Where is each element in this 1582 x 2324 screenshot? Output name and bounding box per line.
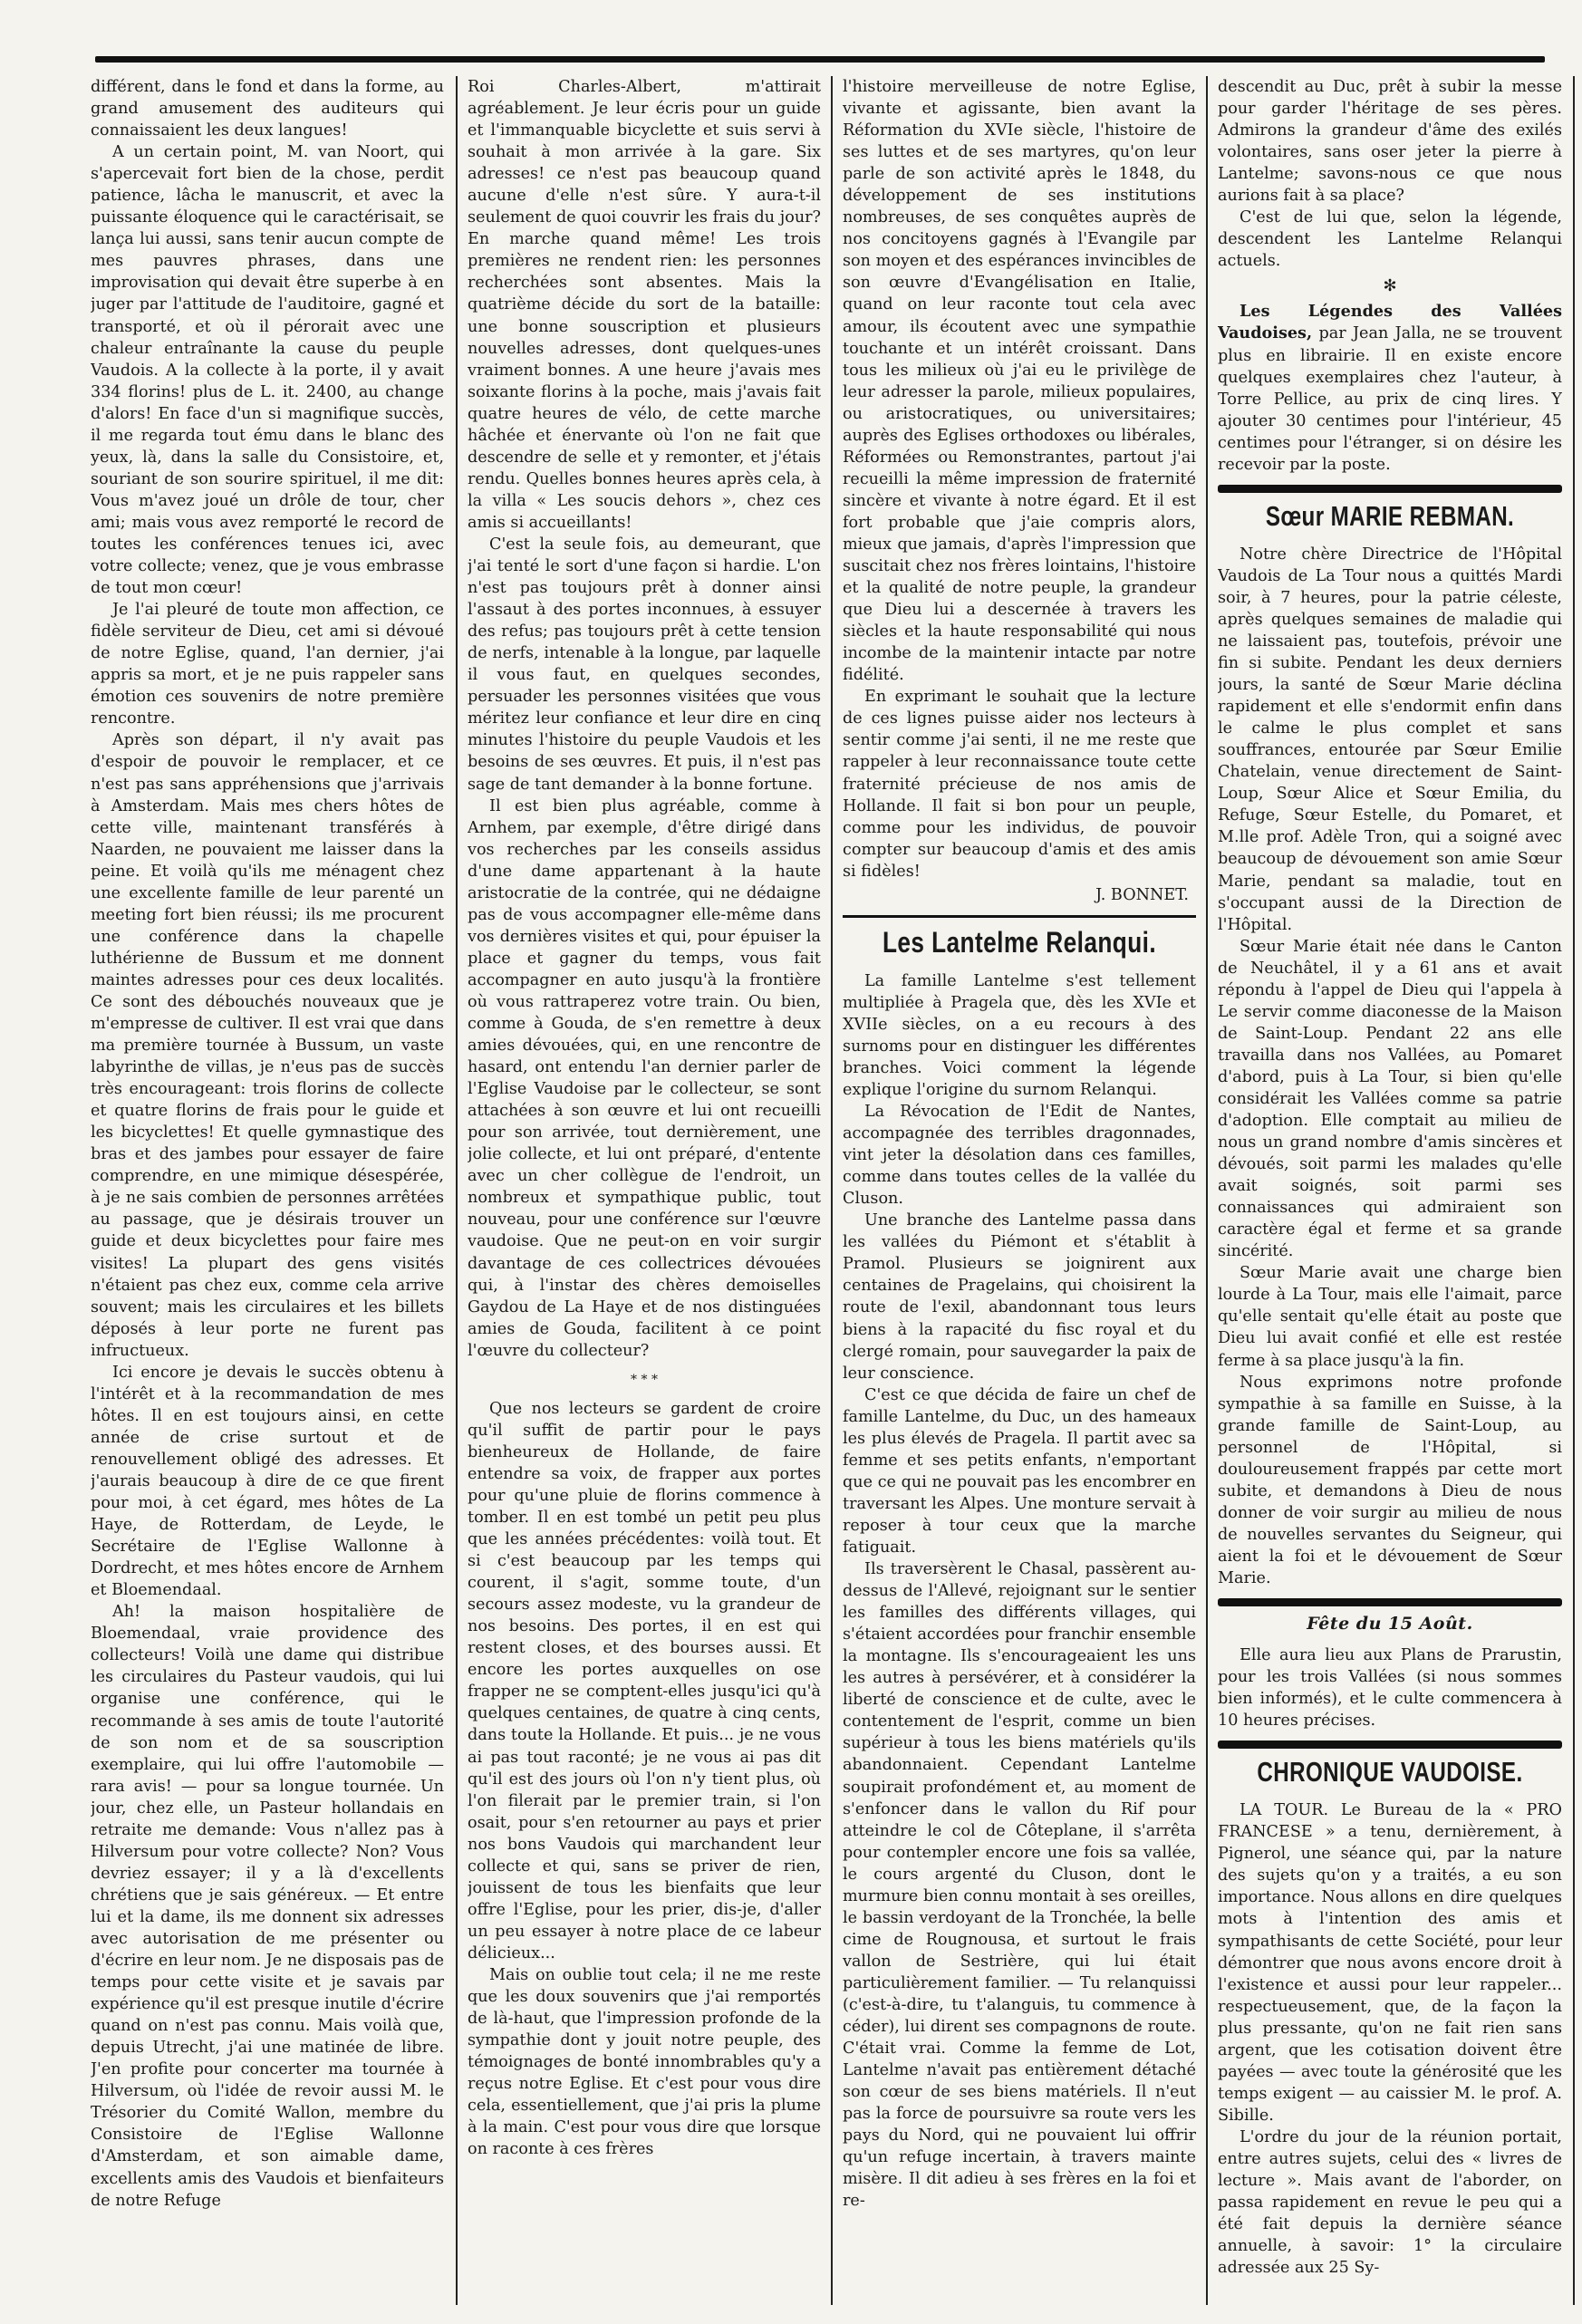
column-divider bbox=[456, 76, 458, 2305]
paragraph: La famille Lantelme s'est tellement multipliée à Pragela que, dès les XVIe et XVIIe siècles, on a eu recours à des surnoms pour en distinguer les différentes branches. Voici comment la légende explique l'origine du surnom Relanqui. bbox=[843, 971, 1196, 1100]
article-title-rebman: Sœur MARIE REBMAN. bbox=[1265, 499, 1515, 532]
paragraph: Que nos lecteurs se gardent de croire qu'il suffit de partir pour le pays bienheureux de Hollande, de faire entendre sa voix, de frapper aux portes pour qu'une pluie de florins commence à tomber. Il en est tombé un petit peu plus que les années précédentes: voilà tout. Et si c'est beaucoup par les temps qui courent, il s'agit, somme toute, d'un secours assez modeste, vu la grandeur de nos besoins. Des portes, il en est qui restent closes, et des bourses aussi. Et encore les portes auxquelles on ose frapper ne se comptent-elles jusqu'ici qu'à quelques centaines, de quatre à cinq cents, dans toute la Hollande. Et puis... je ne vous ai pas tout raconté; je ne vous ai pas dit qu'il est des jours où l'on n'y tient plus, où l'on filerait par le premier train, si l'on osait, pour s'en retourner au pays et prier nos bons Vaudois qui marchandent leur collecte et qui, sans se priver de rien, jouissent de tous les bienfaits que leur offre l'Eglise, pour les prier, dis-je, d'aller un peu essayer à notre place de ce labeur délicieux... bbox=[468, 1399, 821, 1962]
top-rule bbox=[95, 56, 1545, 63]
ornament-icon: ✻ bbox=[1383, 276, 1397, 296]
paragraph: A un certain point, M. van Noort, qui s'apercevait fort bien de la chose, perdit patience, lâcha le manuscrit, et avec la puissante éloquence qui le caractérisait, se lança lui aussi, sans tenir aucun compte de mes pauvres phrases, dans une improvisation qui devait être superbe à en juger par l'attitude de l'auditoire, gagné et transporté, et où il pérorait avec une chaleur entraînante la cause du peuple Vaudois. A la collecte à la porte, il y avait 334 florins! plus de L. it. 2400, au change d'alors! En face d'un si magnifique succès, il me regarda tout ému dans le blanc des yeux, là, dans la salle du Consistoire, et, souriant de son sourire spirituel, il me dit: Vous m'avez joué un drôle de tour, cher ami; mais vous avez remporté le record de toutes les conférences tenues ici, avec votre collecte; venez, que je vous embrasse de tout mon cœur! bbox=[91, 143, 444, 598]
paragraph: C'est ce que décida de faire un chef de famille Lantelme, du Duc, un des hameaux les plus élevés de Pragela. Il partit avec sa femme et ses petits enfants, n'emportant que ce qui ne pouvait pas les encombrer en traversant les Alpes. Une monture servait à reposer à tour ceux que la marche fatiguait. bbox=[843, 1385, 1196, 1557]
paragraph: La Révocation de l'Edit de Nantes, accompagnée des terribles dragonnades, vint jeter la désolation dans ces familles, comme dans toutes celles de la vallée du Cluson. bbox=[843, 1103, 1196, 1209]
column-divider bbox=[1206, 76, 1208, 2305]
column-2 bbox=[468, 76, 821, 2305]
paragraph: Une branche des Lantelme passa dans les vallées du Piémont et s'établit à Pramol. Plusieurs se joignirent aux centaines de Pragelains, qui choisirent la route de l'exil, abandonnant tous leurs biens à la rapacité du fisc royal et du clergé romain, pour sauvegarder la paix de leur conscience. bbox=[843, 1211, 1196, 1383]
paragraph: Sœur Marie était née dans le Canton de Neuchâtel, il y a 61 ans et avait répondu à l'appel de Dieu qui l'appela à Le servir comme diaconesse de la Maison de Saint-Loup. Pendant 22 ans elle travailla dans nos Vallées, au Pomaret d'abord, puis à La Tour, si bien qu'elle considérait les Vallées comme sa patrie d'adoption. Elle comptait au milieu de nous un grand nombre d'amis sincères et dévoués, soit parmi les malades qu'elle avait soignés, soit parmi ses connaissances qui admiraient son caractère égal et ferme et sa grande sincérité. bbox=[1218, 937, 1562, 1261]
paragraph: C'est de lui que, selon la légende, descendent les Lantelme Relanqui actuels. bbox=[1218, 208, 1562, 271]
column-divider bbox=[1573, 76, 1575, 2305]
section-rule bbox=[1218, 1741, 1562, 1749]
paragraph: Ici encore je devais le succès obtenu à l'intérêt et à la recommandation de mes hôtes. Il en est toujours ainsi, en cette année de crise surtout et de renouvellement obligé des adresses. Et j'aurais beaucoup à dire de ce que firent pour moi, à cet égard, mes hôtes de La Haye, de Rotterdam, de Leyde, le Secrétaire de l'Eglise Wallonne à Dordrecht, et mes hôtes encore de Arnhem et Bloemendaal. bbox=[91, 1363, 444, 1600]
article-title-lantelme: Les Lantelme Relanqui. bbox=[882, 925, 1157, 959]
column-4 bbox=[1218, 76, 1562, 2305]
paragraph: Je l'ai pleuré de toute mon affection, ce fidèle serviteur de Dieu, cet ami si dévoué de notre Eglise, quand, l'an dernier, j'ai appris sa mort, et je ne puis rappeler sans émotion ces souvenirs de notre première rencontre. bbox=[91, 601, 444, 728]
paragraph: Roi Charles-Albert, m'attirait agréablement. Je leur écris pour un guide et l'immanquable bicyclette et suis servi à souhait à mon arrivée à la gare. Six adresses! ce n'est pas beaucoup quand aucune d'elle n'est sûre. Y aura-t-il seulement de quoi couvrir les frais du jour? En marche quand même! Les trois premières ne rendent rien: les personnes recherchées sont absentes. Mais la quatrième décide du sort de la bataille: une bonne souscription et plusieurs nouvelles adresses, dont quelques-unes vraiment bonnes. A une heure j'avais mes soixante florins à la poche, mais j'avais fait quatre heures de vélo, de cette marche hâchée et énervante où l'on ne fait que descendre de selle et y remonter, et j'étais rendu. Quelles bonnes heures après cela, à la villa « Les soucis dehors », chez ces amis si accueillants! bbox=[468, 78, 821, 532]
legendes-text: par Jean Jalla, ne se trouvent plus en librairie. Il en existe encore quelques exemplaires chez l'auteur, à Torre Pellice, au prix de cinq lires. Y ajouter 30 centimes pour l'intérieur, 45 centimes pour l'étranger, si on désire les recevoir par la poste. bbox=[1218, 324, 1562, 474]
signature-bonnet: J. BONNET. bbox=[1095, 885, 1189, 904]
paragraph: Ah! la maison hospitalière de Bloemendaal, vraie providence des collecteurs! Voilà une dame qui distribue les circulaires du Pasteur vaudois, qui lui organise une conférence, qui le recommande à ses amis de toute l'autorité de son nom et de sa souscription exemplaire, qui lui offre l'automobile — rara avis! — pour sa longue tournée. Un jour, chez elle, un Pasteur hollandais en retraite me demande: Vous n'allez pas à Hilversum pour votre collecte? Non? Vous devriez essayer; il y a là d'excellents chrétiens que je sais généreux. — Et entre lui et la dame, ils me donnent six adresses avec autorisation de me présenter ou d'écrire en leur nom. Je ne disposais pas de temps pour cette visite et je savais par expérience qu'il est presque inutile d'écrire quand on n'est pas connu. Mais voilà que, depuis Utrecht, j'ai une matinée de libre. J'en profite pour concerter ma tournée à Hilversum, où l'idée de revoir aussi M. le Trésorier du Comité Wallon, membre du Consistoire de l'Eglise Wallonne d'Amsterdam, et son aimable dame, excellents amis des Vaudois et bienfaiteurs de notre Refuge bbox=[91, 1603, 444, 2210]
paragraph: L'ordre du jour de la réunion portait, entre autres sujets, celui des « livres de lecture ». Mais avant de l'aborder, on passa rapidement en revue le peu qui a été fait depuis la dernière séance annuelle, à savoir: 1° la circulaire adressée aux 25 Sy- bbox=[1218, 2127, 1562, 2278]
paragraph: Mais on oublie tout cela; il ne me reste que les doux souvenirs que j'ai remportés de là-haut, que l'impression profonde de la sympathie dont y jouit notre peuple, des témoignages de bonté innombrables qu'y a reçus notre Eglise. Et c'est pour vous dire cela, essentiellement, que j'ai pris la plume à la main. C'est pour vous dire que lorsque on raconte à ces frères bbox=[468, 1965, 821, 2159]
paragraph: Sœur Marie avait une charge bien lourde à La Tour, mais elle l'aimait, parce qu'elle sentait qu'elle était au poste que Dieu lui avait confié et elle est restée ferme à sa place jusqu'à la fin. bbox=[1218, 1264, 1562, 1370]
paragraph: En exprimant le souhait que la lecture de ces lignes puisse aider nos lecteurs à sentir comme j'ai senti, il ne me reste que rappeler à leur reconnaissance toute cette fraternité précieuse de nos amis de Hollande. Il fait si bon pour un peuple, comme pour les individus, de pouvoir compter sur beaucoup d'amis et des amis si fidèles! bbox=[843, 688, 1196, 881]
article-title-chronique: CHRONIQUE VAUDOISE. bbox=[1257, 1756, 1523, 1789]
paragraph: Après son départ, il n'y avait pas d'espoir de pouvoir le remplacer, et ce n'est pas sans appréhensions que j'arrivais à Amsterdam. Mais mes chers hôtes de cette ville, maintenant transférés à Naarden, ne pouvaient me laisser dans la peine. Et voilà qu'ils me ménagent chez une excellente famille de leur parenté un meeting fort bien réussi; ils me procurent une conférence dans la chapelle luthérienne de Bussum et me donnent maintes adresses pour ces deux localités. Ce sont des débouchés nouveaux que je m'empresse de cultiver. Il est vrai que dans ma première tournée à Bussum, un vaste labyrinthe de villas, je n'eus pas de succès très encourageant: trois florins de collecte et quatre florins de frais pour le guide et les bicyclettes! Et quelle gymnastique des bras et des jambes pour essayer de faire comprendre, en une mimique désespérée, à je ne sais combien de personnes arrêtées au passage, que je désirais trouver un guide et deux bicyclettes pour faire mes visites! La plupart des gens visités n'étaient pas chez eux, comme cela arrive souvent; mais les circulaires et les billets déposés à leur porte ne furent pas infructueux. bbox=[91, 731, 444, 1360]
paragraph: descendit au Duc, prêt à subir la messe pour garder l'héritage de ses pères. Admirons la grandeur d'âme des exilés volontaires, sans oser jeter la pierre à Lantelme; savons-nous ce que nous aurions fait à sa place? bbox=[1218, 78, 1562, 206]
paragraph: LA TOUR. Le Bureau de la « PRO FRANCESE » a tenu, dernièrement, à Pignerol, une séance qui, par la nature des sujets qu'on y a traités, a eu son importance. Nous allons en dire quelques mots à l'intention des amis et sympathisants de cette Société, pour leur démontrer que nous avons encore droit à l'existence et aussi pour leur rappeler... respectueusement, que, de la façon la plus pressante, qu'on ne fait rien sans argent, que les cotisation doivent être payées — avec toute la générosité que les temps exigent — au caissier M. le prof. A. Sibille. bbox=[1218, 1801, 1562, 2125]
paragraph: Ils traversèrent le Chasal, passèrent au-dessus de l'Allevé, rejoignant sur le sentier les familles des différents villages, qui s'étaient accordées pour franchir ensemble la montagne. Ils s'encourageaient les uns les autres à persévérer, et à considérer la liberté de conscience et de culte, avec le contentement de l'esprit, comme un bien supérieur à tous les biens matériels qu'ils abandonnaient. Cependant Lantelme soupirait profondément et, au moment de s'enfoncer dans le vallon du Rif pour atteindre le col de Côteplane, il s'arrêta pour contempler encore une fois sa vallée, le cours argenté du Cluson, dont le murmure bien connu montait à ses oreilles, le bassin verdoyant de la Tronchée, la belle cime de Rougnousa, et surtout le frais vallon de Sestrière, qui lui était particulièrement familier. — Tu relanquissi (c'est-à-dire, tu t'alanguis, tu commence à céder), lui dirent ses compagnons de route. C'était vrai. Comme la femme de Lot, Lantelme n'avait pas entièrement détaché son cœur de ses biens matériels. Il n'eut pas la force de poursuivre sa route vers les pays du Nord, qui ne pouvaient lui offrir qu'un refuge incertain, à travers mainte misère. Il dit adieu à ses frères en la foi et re- bbox=[843, 1560, 1196, 2211]
legendes-lead: Les Légendes des Vallées Vaudoises, bbox=[1218, 302, 1562, 343]
paragraph: différent, dans le fond et dans la forme, au grand amusement des auditeurs qui connaissaient les deux langues! bbox=[91, 78, 444, 140]
paragraph: Elle aura lieu aux Plans de Prarustin, pour les trois Vallées (si nous sommes bien informés), et le culte commencera à 10 heures précises. bbox=[1218, 1646, 1562, 1731]
paragraph: C'est la seule fois, au demeurant, que j'ai tenté le sort d'une façon si hardie. L'on n'est pas toujours prêt à donner ainsi l'assaut à des portes inconnues, à essuyer des refus; pas toujours prêt à cette tension de nerfs, intenable à la longue, par laquelle il vous faut, en quelques secondes, persuader les personnes visitées que vous méritez leur confiance et leur dire en cinq minutes l'histoire du peuple Vaudois et les besoins de ses œuvres. Et puis, il n'est pas sage de tant demander à la bonne fortune. bbox=[468, 535, 821, 794]
paragraph: Il est bien plus agréable, comme à Arnhem, par exemple, d'être dirigé dans vos recherches par les conseils assidus d'une dame appartenant à la haute aristocratie de la contrée, qui ne dédaigne pas de vous accompagner elle-même dans vos dernières visites et qui, pour épuiser la place et gagner du temps, vous fait accompagner en auto jusqu'à la frontière où vous rattraperez votre train. Ou bien, comme à Gouda, de s'en remettre à deux amies dévouées, qui, en une rencontre de hasard, ont entendu l'an dernier parler de l'Eglise Vaudoise par le collecteur, se sont attachées à son œuvre et lui ont recueilli pour son arrivée, tout dernièrement, une jolie collecte, et lui ont préparé, d'entente avec un cher collègue de l'endroit, un nombreux et sympathique public, tout nouveau, pour une conférence sur l'œuvre vaudoise. Que ne peut-on en voir surgir davantage de ces collectrices dévouées qui, à l'instar des chères demoiselles Gaydou de La Haye et de nos distinguées amies de Gouda, facilitent à ce point l'œuvre du collecteur? bbox=[468, 796, 821, 1360]
paragraph: Nous exprimons notre profonde sympathie à sa famille en Suisse, à la grande famille de Saint-Loup, au personnel de l'Hôpital, si douloureusement frappés par cette mort subite, et demandons à Dieu de nous donner de voir surgir au milieu de nous de nouvelles servantes du Seigneur, qui aient la foi et le dévouement de Sœur Marie. bbox=[1218, 1373, 1562, 1587]
column-3 bbox=[843, 76, 1196, 2305]
column-1 bbox=[91, 76, 444, 2305]
column-divider bbox=[831, 76, 833, 2305]
article-title-fete: Fête du 15 Août. bbox=[1307, 1614, 1473, 1635]
section-rule bbox=[1218, 485, 1562, 493]
section-rule bbox=[1218, 1598, 1562, 1606]
legendes-notice bbox=[1218, 301, 1562, 475]
section-rule bbox=[843, 915, 1196, 918]
paragraph: Notre chère Directrice de l'Hôpital Vaudois de La Tour nous a quittés Mardi soir, à 7 heures, pour la patrie céleste, après quelques semaines de maladie qui ne laissaient pas, toutefois, prévoir une fin si subite. Pendant les deux derniers jours, la santé de Sœur Marie déclina rapidement et elle s'endormit enfin dans le calme le plus complet et sans souffrances, entourée par Sœur Emilie Chatelain, venue directement de Saint-Loup, Sœur Alice et Sœur Emilia, du Refuge, Sœur Estelle, du Pomaret, et M.lle prof. Adèle Tron, qui a soigné avec beaucoup de dévouement son amie Sœur Marie, pendant sa maladie, tout en s'occupant aussi de la Direction de l'Hôpital. bbox=[1218, 545, 1562, 934]
paragraph: l'histoire merveilleuse de notre Eglise, vivante et agissante, bien avant la Réformation du XVIe siècle, l'histoire de ses luttes et de ses martyres, qu'on leur parle de son activité après le 1848, du développement de ses institutions nombreuses, de ses conquêtes auprès de nos concitoyens gagnés à l'Evangile par son moyen et des espérances invincibles de son œuvre d'Evangélisation en Italie, quand on leur raconte tout cela avec amour, ils écoutent avec une sympathie touchante et un intérêt croissant. Dans tous les milieux où j'ai eu le privilège de leur adresser la parole, milieux populaires, ou aristocratiques, ou universitaires; auprès des Eglises orthodoxes ou libérales, Réformées ou Remonstrantes, partout j'ai recueilli la même impression de fraternité sincère et vivante à notre égard. Et il est fort probable que j'aie compris alors, mieux que jamais, d'après l'impression que suscitait chez nos frères lointains, l'histoire et la qualité de notre peuple, la grandeur que Dieu lui a descernée à travers les siècles et la haute responsabilité qui nous incombe de la maintenir intacte par notre fidélité. bbox=[843, 78, 1196, 685]
section-stars: * * * bbox=[631, 1372, 658, 1387]
